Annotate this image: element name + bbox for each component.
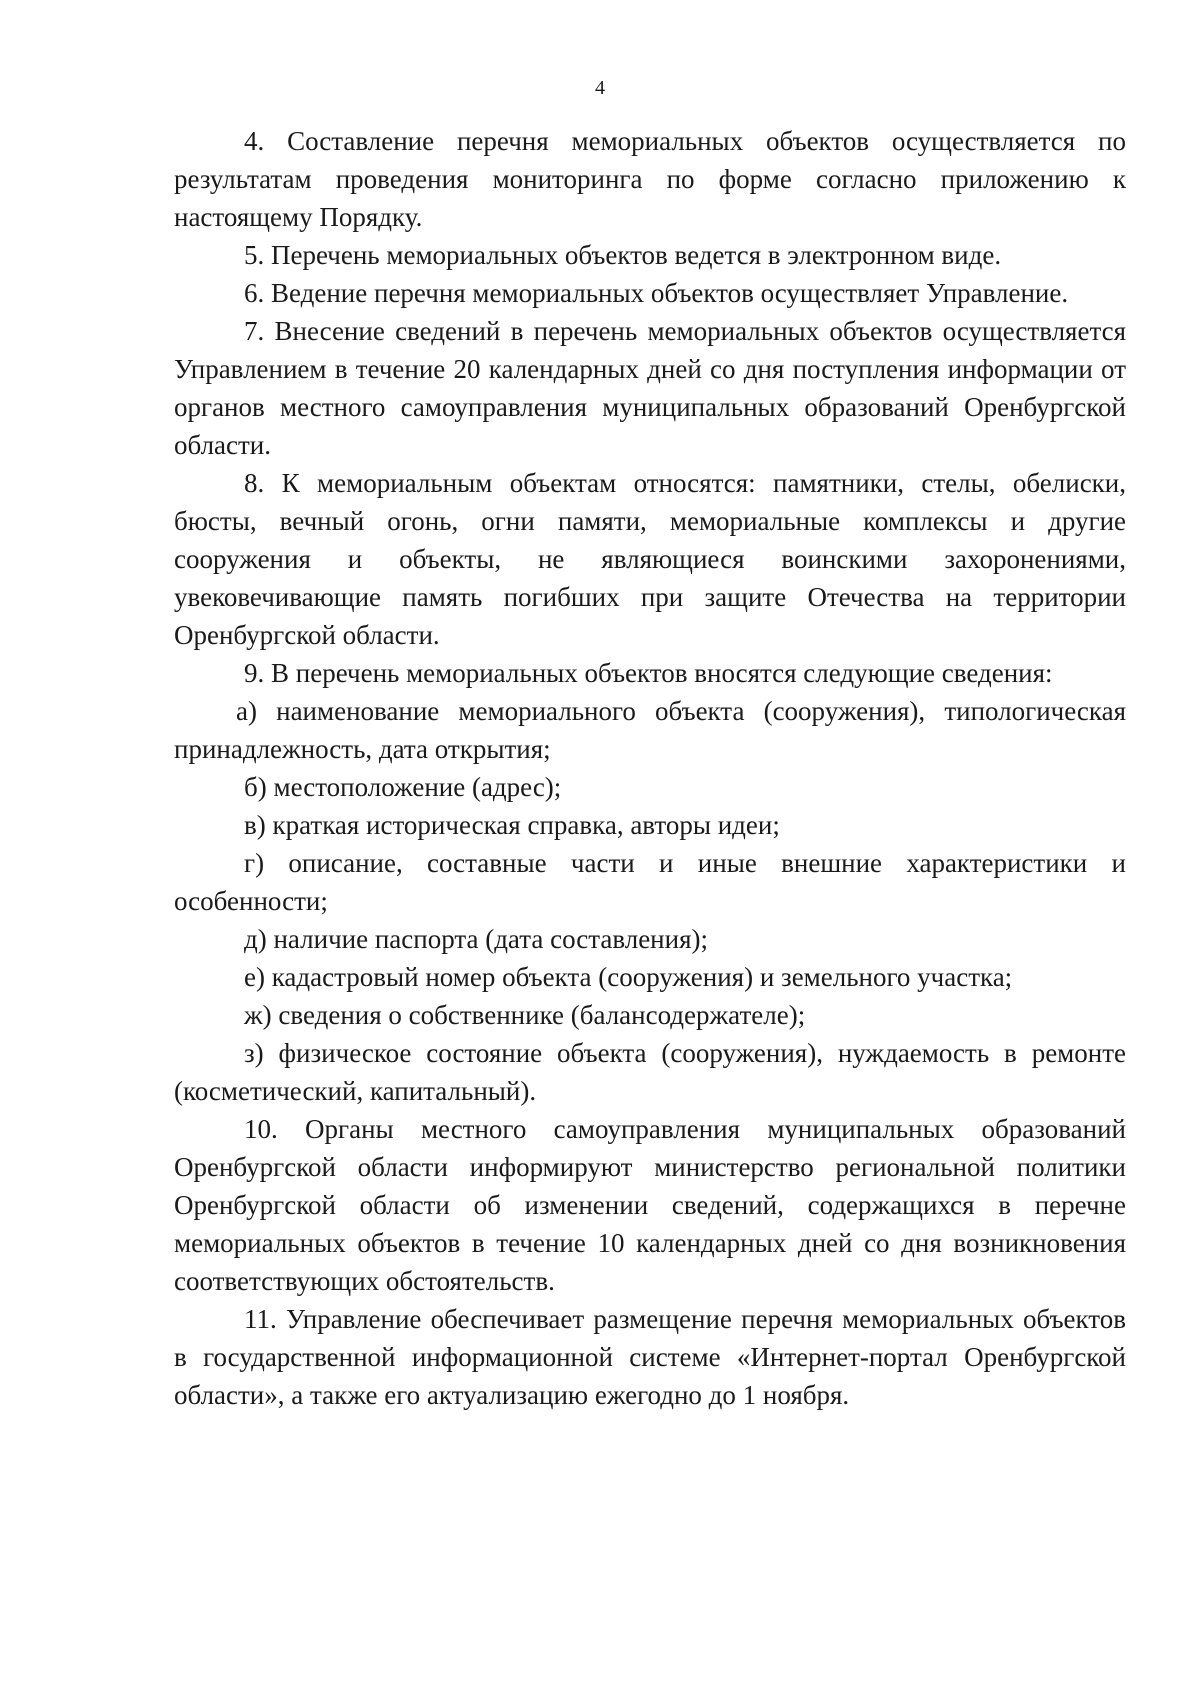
document-body (174, 122, 1126, 1414)
paragraph-4: 4. Составление перечня мемориальных объектов осуществляется по результатам проведения мониторинга по форме согласно приложению к настоящему Порядку. (174, 126, 1126, 232)
paragraph-5: 5. Перечень мемориальных объектов ведется в электронном виде. (244, 240, 1002, 270)
list-item-a: а) наименование мемориального объекта (сооружения), типологическая принадлежность, дата открытия; (174, 696, 1126, 764)
paragraph-8: 8. К мемориальным объектам относятся: памятники, стелы, обелиски, бюсты, вечный огонь, огни памяти, мемориальные комплексы и другие сооружения и объекты, не являющиеся воинскими захоронениями, увековечивающие память погибших при защите Отечества на территории Оренбургской области. (174, 468, 1126, 650)
paragraph-6: 6. Ведение перечня мемориальных объектов осуществляет Управление. (244, 278, 1069, 308)
list-item-d: д) наличие паспорта (дата составления); (244, 924, 708, 954)
list-item-zh: ж) сведения о собственнике (балансодержателе); (244, 1000, 806, 1030)
paragraph-9: 9. В перечень мемориальных объектов вносятся следующие сведения: (244, 658, 1053, 688)
list-item-z: з) физическое состояние объекта (сооружения), нуждаемость в ремонте (косметический, капитальный). (174, 1038, 1126, 1106)
page-number: 4 (595, 77, 605, 99)
paragraph-7: 7. Внесение сведений в перечень мемориальных объектов осуществляется Управлением в течение 20 календарных дней со дня поступления информации от органов местного самоуправления муниципальных образований Оренбургской области. (174, 316, 1126, 460)
paragraph-11: 11. Управление обеспечивает размещение перечня мемориальных объектов в государственной информационной системе «Интернет-портал Оренбургской области», а также его актуализацию ежегодно до 1 ноября. (174, 1304, 1126, 1410)
paragraph-10: 10. Органы местного самоуправления муниципальных образований Оренбургской области информируют министерство региональной политики Оренбургской области об изменении сведений, содержащихся в перечне мемориальных объектов в течение 10 календарных дней со дня возникновения соответствующих обстоятельств. (174, 1114, 1126, 1296)
list-item-b: б) местоположение (адрес); (244, 772, 562, 802)
list-item-g: г) описание, составные части и иные внешние характеристики и особенности; (174, 848, 1126, 916)
list-item-e: е) кадастровый номер объекта (сооружения) и земельного участка; (244, 962, 1013, 992)
list-item-v: в) краткая историческая справка, авторы идеи; (244, 810, 780, 840)
